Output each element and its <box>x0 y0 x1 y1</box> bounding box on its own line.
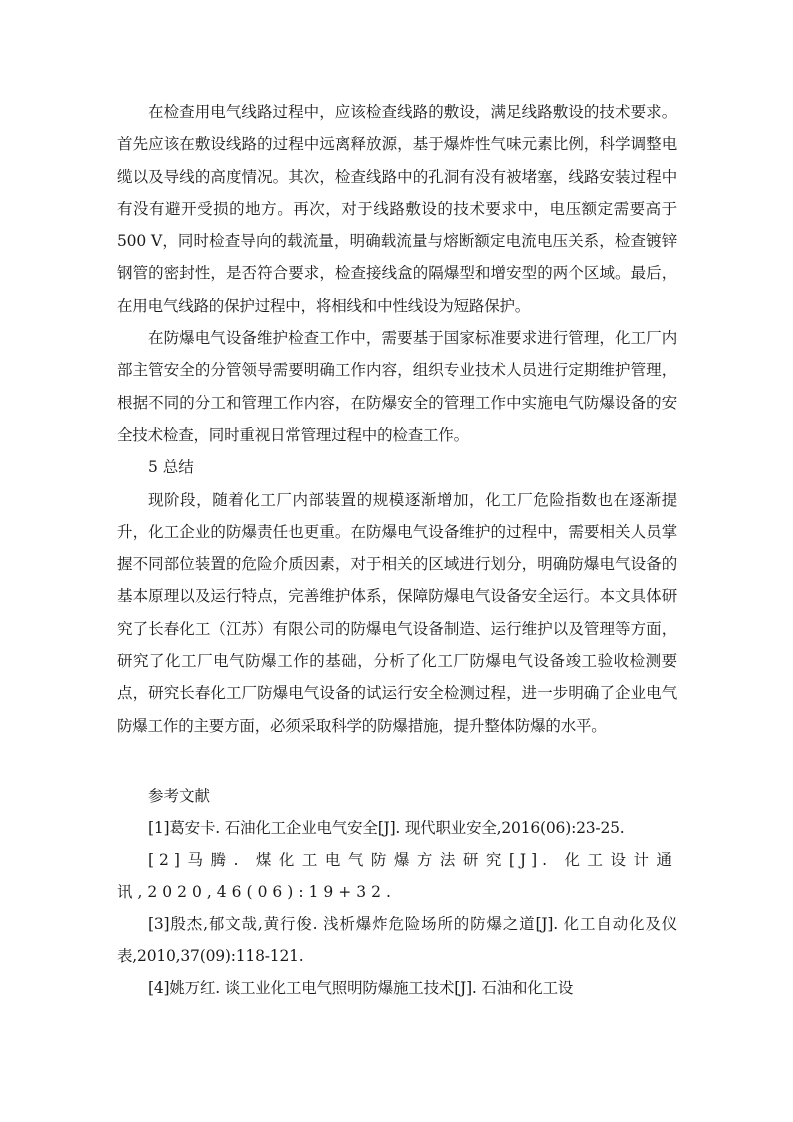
references-title: 参考文献 <box>148 787 211 805</box>
paragraph-conclusion: 现阶段，随着化工厂内部装置的规模逐渐增加，化工厂危险指数也在逐渐提升，化工企业的防爆责任也更重。在防爆电气设备维护的过程中，需要相关人员掌握不同部位装置的危险介质因素，对于相关的区域进行划分，明确防爆电气设备的基本原理以及运行特点，完善维护体系，保障防爆电气设备安全运行。本文具体研究了长春化工（江苏）有限公司的防爆电气设备制造、运行维护以及管理等方面，研究了化工厂电气防爆工作的基础，分析了化工厂防爆电气设备竣工验收检测要点，研究长春化工厂防爆电气设备的试运行安全检测过程，进一步明确了企业电气防爆工作的主要方面，必须采取科学的防爆措施，提升整体防爆的水平。 <box>117 490 677 735</box>
reference-item: [1]葛安卡. 石油化工企业电气安全[J]. 现代职业安全,2016(06):23-25. <box>148 819 625 837</box>
paragraph-wiring-inspection: 在检查用电气线路过程中，应该检查线路的敷设，满足线路敷设的技术要求。首先应该在敷设线路的过程中远离释放源，基于爆炸性气味元素比例，科学调整电缆以及导线的高度情况。其次，检查线路中的孔洞有没有被堵塞，线路安装过程中有没有避开受损的地方。再次，对于线路敷设的技术要求中，电压额定需要高于 500 V，同时检查导向的载流量，明确载流量与熔断额定电流电压关系，检查镀锌钢管的密封性，是否符合要求，检查接线盒的隔爆型和增安型的两个区域。最后，在用电气线路的保护过程中，将相线和中性线设为短路保护。 <box>117 103 677 315</box>
references <box>117 780 677 1004</box>
paragraph-maintenance-inspection: 在防爆电气设备维护检查工作中，需要基于国家标准要求进行管理，化工厂内部主管安全的分管领导需要明确工作内容，组织专业技术人员进行定期维护管理，根据不同的分工和管理工作内容，在防爆安全的管理工作中实施电气防爆设备的安全技术检查，同时重视日常管理过程中的检查工作。 <box>117 329 677 444</box>
reference-item: [3]殷杰,郁文哉,黄行俊. 浅析爆炸危险场所的防爆之道[J]. 化工自动化及仪表,2010,37(09):118-121. <box>117 915 677 965</box>
section-heading: 5 总结 <box>148 458 194 477</box>
body-text <box>117 96 677 742</box>
reference-item: [4]姚万红. 谈工业化工电气照明防爆施工技术[J]. 石油和化工设 <box>148 979 574 997</box>
reference-item: [2]马腾. 煤化工电气防爆方法研究[J]. 化工设计通讯,2020,46(06):19+32. <box>117 851 677 901</box>
